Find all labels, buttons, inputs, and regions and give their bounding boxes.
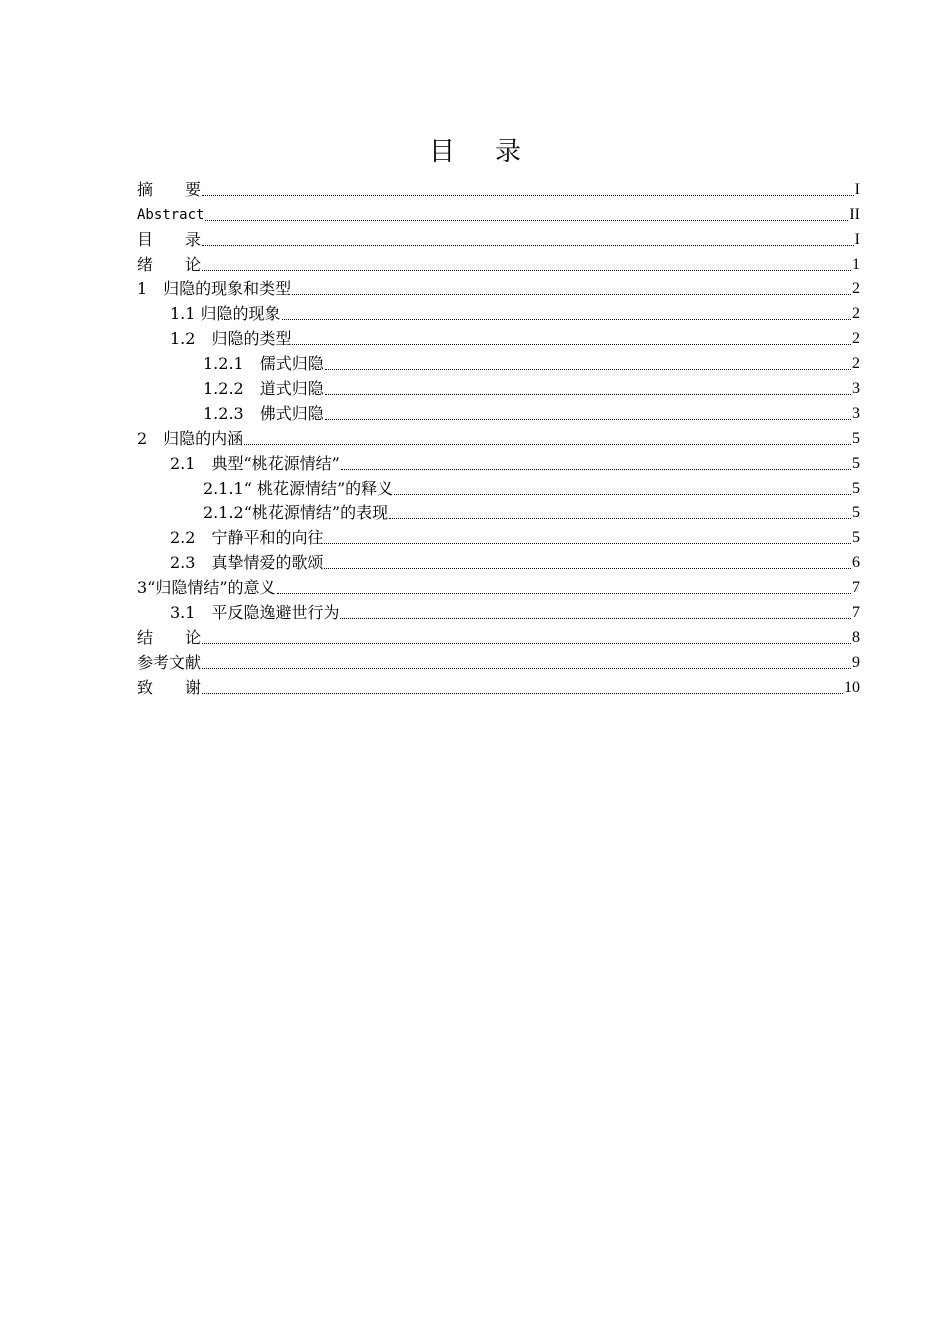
- toc-entry-section-1-1[interactable]: [137, 299, 860, 324]
- toc-entry-page: 5: [852, 454, 860, 472]
- toc-entry-page: 7: [852, 579, 860, 597]
- toc-entry-introduction[interactable]: [137, 250, 860, 275]
- toc-leader-dots: [205, 220, 848, 221]
- toc-leader-dots: [394, 494, 851, 495]
- toc-leader-dots: [324, 568, 851, 569]
- toc-entry-page: 1: [852, 255, 860, 273]
- toc-leader-dots: [292, 344, 851, 345]
- toc-leader-dots: [244, 444, 851, 445]
- toc-leader-dots: [324, 543, 851, 544]
- toc-entry-section-3-1[interactable]: [137, 598, 860, 623]
- toc-entry-section-2-1[interactable]: [137, 449, 860, 474]
- toc-entry-contents[interactable]: [137, 225, 860, 250]
- toc-leader-dots: [202, 195, 854, 196]
- toc-entry-page: 7: [852, 604, 860, 622]
- toc-entry-page: 2: [852, 330, 860, 348]
- toc-entry-label: 1.1 归隐的现象: [170, 304, 281, 324]
- toc-leader-dots: [292, 294, 851, 295]
- toc-entry-abstract-cn[interactable]: [137, 175, 860, 200]
- toc-entry-references[interactable]: [137, 648, 860, 673]
- toc-entry-label: 1 归隐的现象和类型: [137, 279, 292, 299]
- toc-entry-label: 2.1 典型“桃花源情结”: [170, 453, 340, 473]
- toc-title: 目录: [428, 137, 561, 167]
- toc-entry-page: I: [854, 180, 860, 198]
- toc-entry-section-1-2-1[interactable]: [137, 349, 860, 374]
- toc-leader-dots: [202, 245, 854, 246]
- toc-entry-page: 9: [852, 653, 860, 671]
- toc-entry-chapter-3[interactable]: [137, 573, 860, 598]
- toc-entry-abstract-en[interactable]: [137, 200, 860, 225]
- toc-leader-dots: [325, 419, 851, 420]
- toc-leader-dots: [202, 693, 843, 694]
- toc-leader-dots: [325, 394, 851, 395]
- toc-entry-label: 2.2 宁静平和的向往: [170, 528, 324, 548]
- toc-leader-dots: [202, 668, 851, 669]
- toc-entry-label: 参考文献: [137, 652, 202, 672]
- toc-entry-label: 1.2.1 儒式归隐: [203, 354, 324, 374]
- toc-entry-page: 6: [852, 554, 860, 572]
- toc-entry-label: 绪 论: [137, 254, 202, 274]
- toc-entry-page: 5: [852, 479, 860, 497]
- toc-entry-section-2-2[interactable]: [137, 523, 860, 548]
- toc-leader-dots: [389, 518, 851, 519]
- toc-entry-label: 2 归隐的内涵: [137, 428, 244, 448]
- toc-entry-label: Abstract: [137, 206, 205, 223]
- toc-list: [137, 175, 860, 698]
- toc-leader-dots: [202, 270, 851, 271]
- toc-entry-label: 结 论: [137, 627, 202, 647]
- toc-leader-dots: [341, 469, 851, 470]
- toc-entry-conclusion[interactable]: [137, 623, 860, 648]
- toc-entry-label: 1.2 归隐的类型: [170, 329, 292, 349]
- toc-entry-label: 摘 要: [137, 179, 202, 199]
- toc-entry-label: 1.2.2 道式归隐: [203, 379, 324, 399]
- toc-entry-page: 5: [852, 529, 860, 547]
- toc-entry-page: II: [849, 205, 860, 223]
- toc-entry-label: 2.1.2“桃花源情结”的表现: [203, 503, 389, 523]
- toc-entry-page: 8: [852, 628, 860, 646]
- toc-entry-label: 致 谢: [137, 677, 202, 697]
- toc-entry-page: 3: [852, 404, 860, 422]
- toc-entry-label: 3“归隐情结”的意义: [137, 578, 276, 598]
- toc-leader-dots: [325, 369, 851, 370]
- toc-leader-dots: [277, 593, 851, 594]
- toc-entry-page: 10: [844, 678, 860, 696]
- toc-entry-section-2-1-2[interactable]: [137, 499, 860, 524]
- toc-entry-label: 1.2.3 佛式归隐: [203, 403, 324, 423]
- toc-entry-label: 目 录: [137, 229, 202, 249]
- toc-entry-page: 2: [852, 280, 860, 298]
- toc-leader-dots: [340, 618, 851, 619]
- toc-entry-page: 2: [852, 355, 860, 373]
- toc-entry-page: 2: [852, 305, 860, 323]
- toc-entry-section-1-2-2[interactable]: [137, 374, 860, 399]
- toc-entry-page: I: [854, 230, 860, 248]
- toc-entry-page: 5: [852, 504, 860, 522]
- toc-entry-section-2-1-1[interactable]: [137, 474, 860, 499]
- toc-entry-section-1-2-3[interactable]: [137, 399, 860, 424]
- toc-entry-label: 3.1 平反隐逸避世行为: [170, 603, 340, 623]
- toc-entry-section-2-3[interactable]: [137, 548, 860, 573]
- toc-entry-label: 2.3 真挚情爱的歌颂: [170, 553, 324, 573]
- toc-entry-page: 5: [852, 429, 860, 447]
- toc-entry-section-1-2[interactable]: [137, 324, 860, 349]
- toc-entry-label: 2.1.1“ 桃花源情结”的释义: [203, 478, 394, 498]
- toc-entry-chapter-1[interactable]: [137, 275, 860, 300]
- toc-entry-acknowledgements[interactable]: [137, 673, 860, 698]
- toc-entry-chapter-2[interactable]: [137, 424, 860, 449]
- toc-leader-dots: [202, 643, 851, 644]
- toc-leader-dots: [282, 319, 851, 320]
- toc-entry-page: 3: [852, 380, 860, 398]
